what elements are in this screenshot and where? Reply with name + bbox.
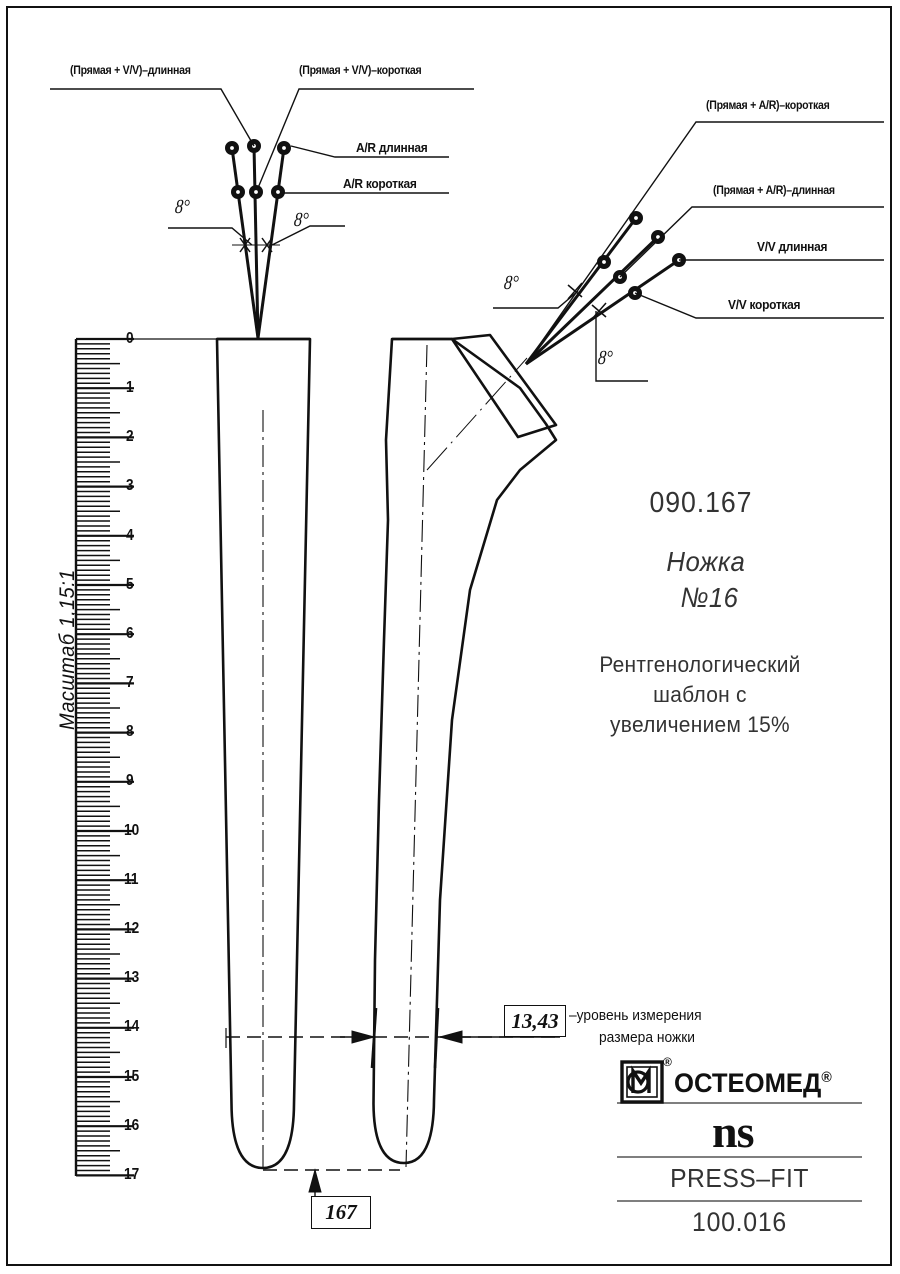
ruler-tick-11: 11: [124, 871, 139, 888]
brand-registered-icon: ®: [821, 1070, 832, 1086]
label-vv-korotkaya: V/V короткая: [728, 297, 801, 312]
ruler-tick-12: 12: [124, 920, 140, 937]
ruler-tick-2: 2: [126, 428, 134, 445]
ruler-tick-4: 4: [126, 527, 134, 544]
label-pryamaya-vv-dlinnaya: (Прямая + V/V)–длинная: [70, 65, 191, 77]
description-line3: увеличением 15%: [610, 712, 790, 737]
neck-options-left: [226, 140, 290, 338]
angle-label-left-2: 8°: [293, 209, 310, 231]
brand-name: [674, 1068, 832, 1099]
ruler-tick-8: 8: [126, 723, 134, 740]
width-dimension-box: 13,43: [504, 1005, 566, 1037]
ruler-tick-16: 16: [124, 1117, 140, 1134]
label-pryamaya-vv-korotkaya: (Прямая + V/V)–короткая: [299, 65, 422, 77]
ruler-tick-5: 5: [126, 576, 134, 593]
scale-ruler: [76, 339, 218, 1176]
osteomed-logo-icon: [622, 1062, 662, 1102]
angle-label-right-1: 8°: [503, 272, 520, 294]
ruler-tick-3: 3: [126, 477, 134, 494]
ruler-tick-1: 1: [126, 379, 134, 396]
ruler-tick-6: 6: [126, 625, 134, 642]
length-dimension-box: 167: [311, 1196, 371, 1229]
ruler-tick-7: 7: [126, 674, 134, 691]
ruler-tick-17: 17: [124, 1166, 140, 1183]
label-ar-korotkaya: A/R короткая: [343, 176, 417, 191]
catalog-number: 100.016: [692, 1207, 787, 1237]
stem-right-centerline: [406, 345, 427, 1167]
description-line2: шаблон с: [653, 682, 747, 707]
angle-label-right-2: 8°: [597, 347, 614, 369]
ruler-tick-15: 15: [124, 1068, 140, 1085]
width-note-line1: –уровень измерения: [569, 1007, 702, 1024]
label-pryamaya-ar-korotkaya: (Прямая + A/R)–короткая: [706, 100, 830, 112]
label-pryamaya-ar-dlinnaya: (Прямая + A/R)–длинная: [713, 185, 835, 197]
product-series: ns: [712, 1106, 754, 1157]
part-name-line2: №16: [680, 582, 739, 613]
description-line1: Рентгенологический: [599, 652, 801, 677]
length-dimension: [263, 1170, 400, 1196]
ruler-tick-14: 14: [124, 1018, 140, 1035]
logo-registered-icon: ®: [663, 1055, 672, 1069]
part-name-line1: Ножка: [666, 546, 746, 577]
ruler-tick-10: 10: [124, 822, 140, 839]
angle-label-left-1: 8°: [174, 196, 191, 218]
scale-caption: Масштаб 1,15:1: [56, 569, 79, 730]
neck-options-right: [526, 212, 685, 364]
fixation-type: PRESS–FIT: [670, 1163, 809, 1193]
label-vv-dlinnaya: V/V длинная: [757, 239, 828, 254]
leaders-left: [50, 89, 474, 245]
ruler-tick-9: 9: [126, 772, 134, 789]
width-note-line2: размера ножки: [599, 1029, 695, 1046]
label-ar-dlinnaya: A/R длинная: [356, 140, 428, 155]
part-code: 090.167: [649, 487, 753, 519]
ruler-tick-0: 0: [126, 330, 134, 347]
brand-name-text: ОСТЕОМЕД: [674, 1068, 822, 1098]
ruler-tick-13: 13: [124, 969, 140, 986]
stem-right-outline: [374, 335, 557, 1163]
